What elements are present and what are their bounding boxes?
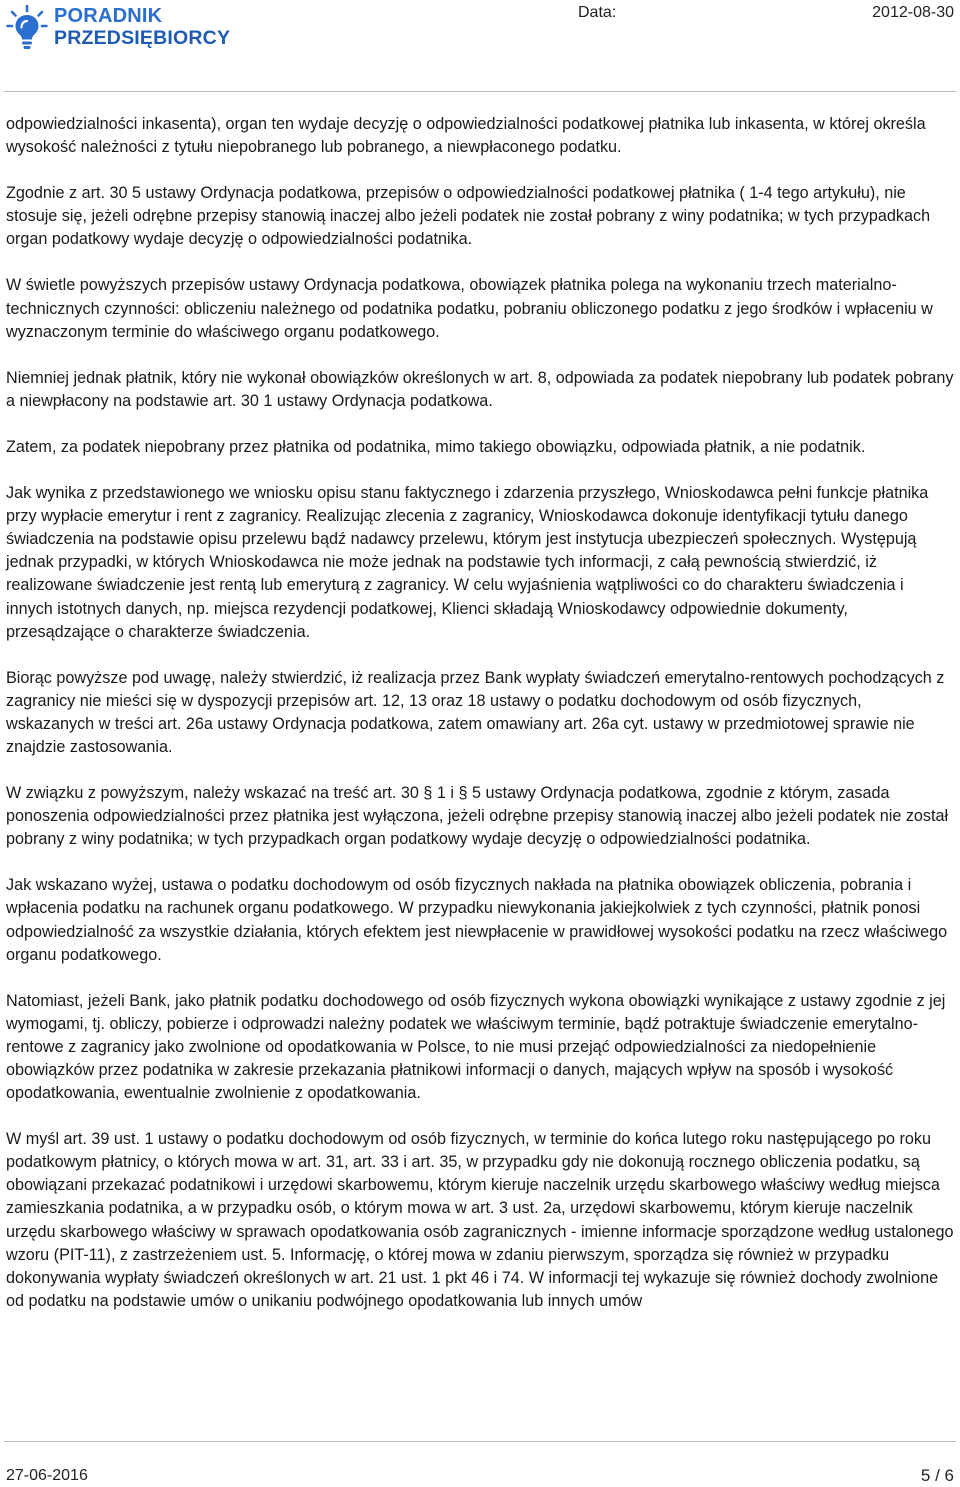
header-divider (4, 91, 956, 92)
lightbulb-icon (6, 4, 48, 50)
page-number: 5 / 6 (920, 1466, 954, 1485)
paragraph: Jak wskazano wyżej, ustawa o podatku dochodowym od osób fizycznych nakłada na płatnika obowiązek obliczenia, pobrania i wpłacenia podatku na rachunek organu podatkowego. W przypadku niewykonania jakiejkolwiek z tych czynności, płatnik ponosi odpowiedzialność za wszystkie działania, których efektem jest niewpłacenie w prawidłowej wysokości podatku na rzecz właściwego organu podatkowego. (6, 876, 948, 964)
document-body (6, 113, 954, 1336)
page-header (0, 0, 960, 92)
paragraph: Natomiast, jeżeli Bank, jako płatnik podatku dochodowego od osób fizycznych wykona obowiązki wynikające z ustawy zgodnie z jej wymogami, tj. obliczy, pobierze i odprowadzi należny podatek we właściwym terminie, bądź potraktuje świadczenie emerytalno-rentowe z zagranicy jako zwolnione od opodatkowania w Polsce, to nie musi przejąć odpowiedzialności za niedopełnienie obowiązków przez podatnika w zakresie przekazania płatnikowi informacji o danych, mających wpływ na sposób i wysokość opodatkowania, ewentualnie zwolnienie z opodatkowania. (6, 991, 946, 1103)
paragraph: W myśl art. 39 ust. 1 ustawy o podatku dochodowym od osób fizycznych, w terminie do końca lutego roku następującego po roku podatkowym płatnicy, o których mowa w art. 31, art. 33 i art. 35, w przypadku gdy nie dokonują rocznego obliczenia podatku, są obowiązani przekazać podatnikowi i urzędowi skarbowemu, którym kieruje naczelnik urzędu skarbowego właściwy według miejsca zamieszkania podatnika, a w przypadku osób, o którym mowa w art. 3 ust. 2a, urzędowi skarbowemu, którym kieruje naczelnik urzędu skarbowego właściwy w sprawach opodatkowania osób zagranicznych - imienne informacje sporządzone według ustalonego wzoru (PIT-11), z zastrzeżeniem ust. 5. Informację, o której mowa w zdaniu pierwszym, sporządza się również w przypadku dokonywania wypłaty świadczeń określonych w art. 21 ust. 1 pkt 46 i 74. W informacji tej wykazuje się również dochody zwolnione od podatku na podstawie umów o unikaniu podwójnego opodatkowania lub innych umów (6, 1130, 954, 1310)
brand-logo[interactable] (6, 4, 230, 50)
date-label: Data: (578, 4, 617, 21)
paragraph: Jak wynika z przedstawionego we wniosku opisu stanu faktycznego i zdarzenia przyszłego, Wnioskodawca pełni funkcje płatnika przy wypłacie emerytur i rent z zagranicy. Realizując zlecenia z zagranicy, Wnioskodawca dokonuje identyfikacji tytułu danego świadczenia na podstawie opisu przelewu bądź nadawcy przelewu, którym jest instytucja ubezpieczeń społecznych. Występują jednak przypadki, w których Wnioskodawca nie może jednak na podstawie tych informacji, z całą pewnością stwierdzić, iż realizowane świadczenie jest rentą lub emeryturą z zagranicy. W celu wyjaśnienia wątpliwości co do charakteru świadczenia i innych istotnych danych, np. miejsca rezydencji podatkowej, Klienci składają Wnioskodawcy odpowiednie dokumenty, przesądzające o charakterze świadczenia. (6, 484, 929, 641)
paragraph: Niemniej jednak płatnik, który nie wykonał obowiązków określonych w art. 8, odpowiada za podatek niepobrany lub podatek pobrany a niewpłacony na podstawie art. 30 1 ustawy Ordynacja podatkowa. (6, 368, 954, 410)
logo-line-2: PRZEDSIĘBIORCY (54, 27, 231, 49)
logo-line-1: PORADNIK (54, 5, 163, 27)
footer-date: 27-06-2016 (6, 1467, 88, 1484)
paragraph: W związku z powyższym, należy wskazać na treść art. 30 § 1 i § 5 ustawy Ordynacja podatkowa, zgodnie z którym, zasada ponoszenia odpowiedzialności przez płatnika jest wyłączona, jeżeli odrębne przepisy stanowią inaczej albo jeżeli podatek nie został pobrany z winy podatnika; w tych przypadkach organ podatkowy wydaje decyzję o odpowiedzialności podatnika. (6, 784, 949, 849)
paragraph: odpowiedzialności inkasenta), organ ten wydaje decyzję o odpowiedzialności podatkowej płatnika lub inkasenta, w której określa wysokość należności z tytułu niepobranego lub pobranego, a niewpłaconego podatku. (6, 115, 926, 157)
paragraph: Zatem, za podatek niepobrany przez płatnika od podatnika, mimo takiego obowiązku, odpowiada płatnik, a nie podatnik. (6, 437, 866, 456)
logo-wordmark (54, 5, 230, 49)
date-value: 2012-08-30 (872, 4, 954, 21)
footer-divider (4, 1441, 956, 1442)
paragraph: Zgodnie z art. 30 5 ustawy Ordynacja podatkowa, przepisów o odpowiedzialności podatkowej płatnika ( 1-4 tego artykułu), nie stosuje się, jeżeli odrębne przepisy stanowią inaczej albo jeżeli podatek nie został pobrany z winy podatnika; w tych przypadkach organ podatkowy wydaje decyzję o odpowiedzialności podatnika. (6, 184, 931, 249)
paragraph: Biorąc powyższe pod uwagę, należy stwierdzić, iż realizacja przez Bank wypłaty świadczeń emerytalno-rentowych pochodzących z zagranicy nie mieści się w dyspozycji przepisów art. 12, 13 oraz 18 ustawy o podatku dochodowym od osób fizycznych, wskazanych w treści art. 26a ustawy Ordynacja podatkowa, zatem omawiany art. 26a cyt. ustawy w przedmiotowej sprawie nie znajdzie zastosowania. (6, 668, 945, 756)
paragraph: W świetle powyższych przepisów ustawy Ordynacja podatkowa, obowiązek płatnika polega na wykonaniu trzech materialno-technicznych czynności: obliczeniu należnego od podatnika podatku, pobraniu obliczonego podatku z jego środków i wpłaceniu w wyznaczonym terminie do właściwego organu podatkowego. (6, 276, 933, 341)
